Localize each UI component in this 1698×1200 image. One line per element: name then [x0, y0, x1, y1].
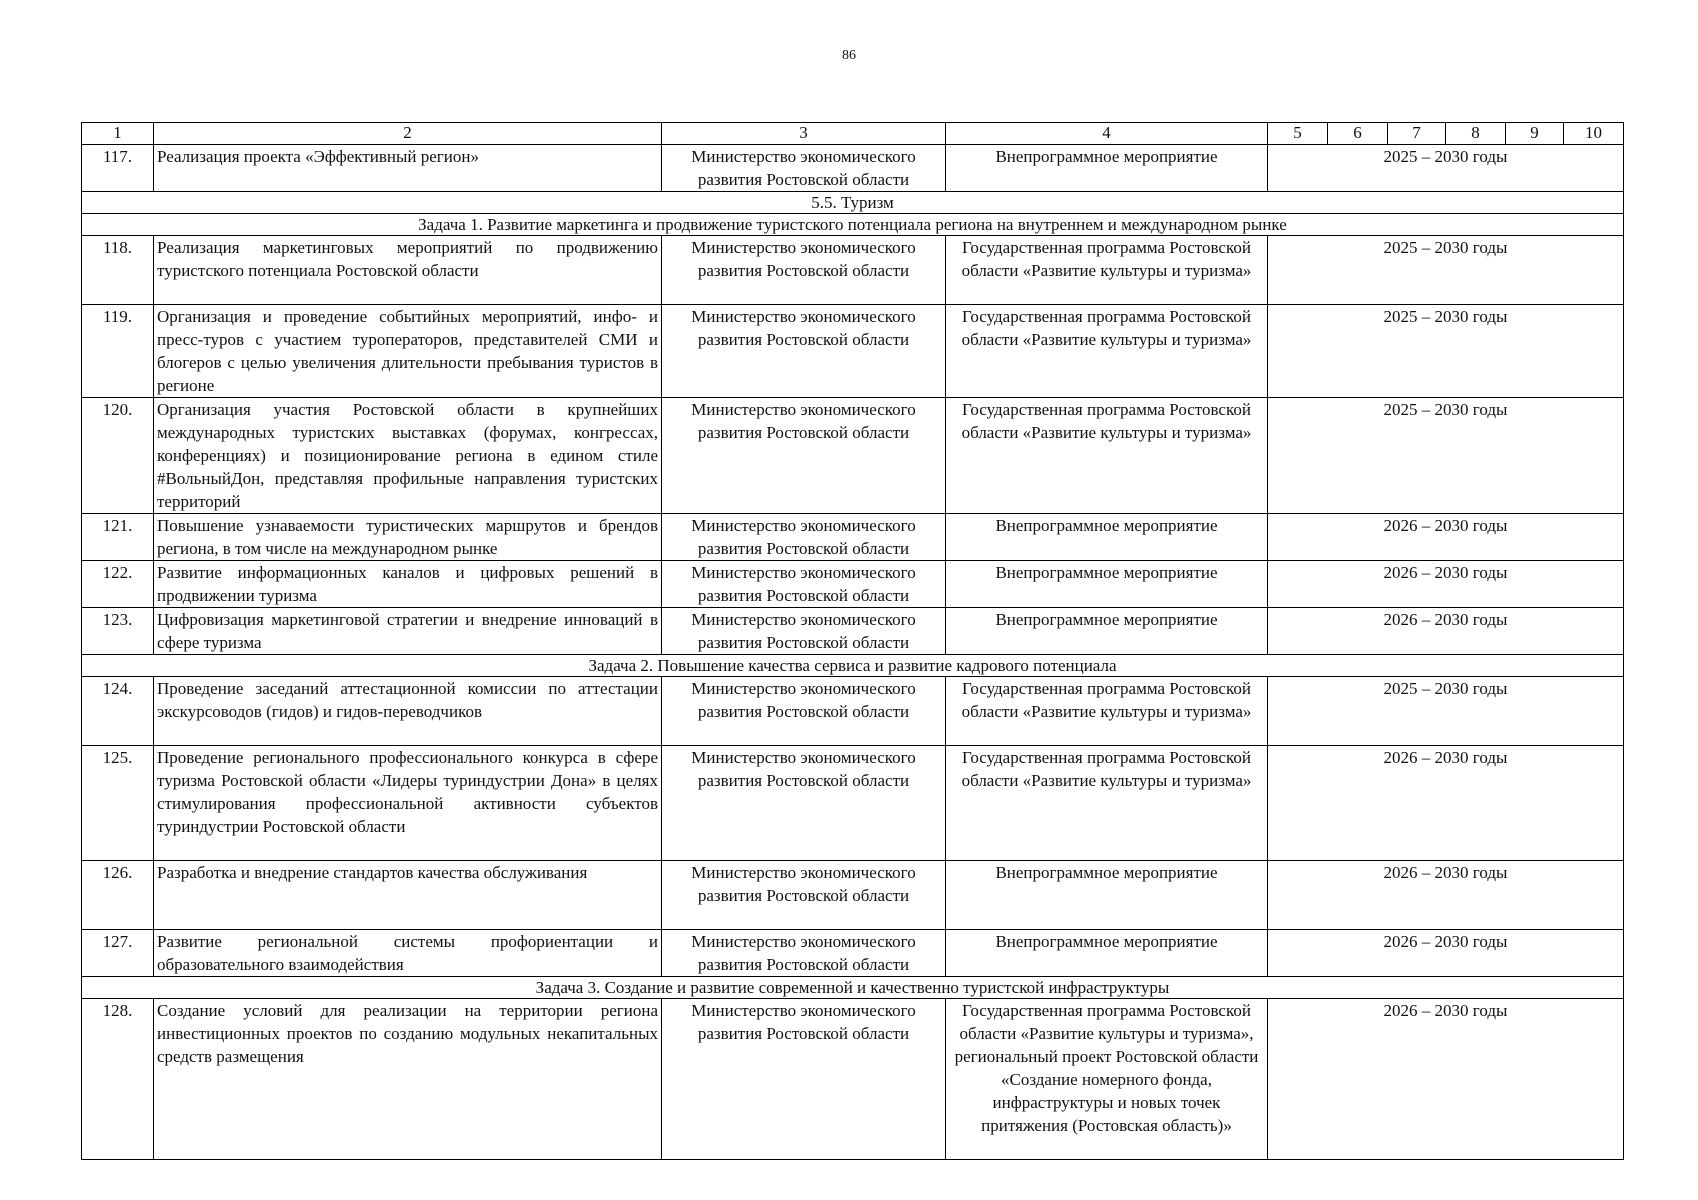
funding-source: Внепрограммное мероприятие	[946, 930, 1268, 977]
row-number: 124.	[82, 677, 154, 746]
header-cell: 6	[1328, 123, 1388, 145]
table-row	[82, 561, 1624, 608]
section-row	[82, 214, 1624, 236]
executor: Министерство экономического развития Ростовской области	[662, 398, 946, 514]
period: 2025 – 2030 годы	[1268, 145, 1624, 192]
table-row	[82, 999, 1624, 1160]
header-cell: 3	[662, 123, 946, 145]
executor: Министерство экономического развития Ростовской области	[662, 608, 946, 655]
funding-source: Государственная программа Ростовской области «Развитие культуры и туризма», региональный проект Ростовской области «Создание номерного фонда, инфраструктуры и новых точек притяжения (Ростовская область)»	[946, 999, 1268, 1160]
table-row	[82, 398, 1624, 514]
funding-source: Внепрограммное мероприятие	[946, 861, 1268, 930]
row-number: 125.	[82, 746, 154, 861]
row-number: 123.	[82, 608, 154, 655]
row-number: 120.	[82, 398, 154, 514]
header-cell: 10	[1564, 123, 1624, 145]
period: 2026 – 2030 годы	[1268, 561, 1624, 608]
section-row	[82, 655, 1624, 677]
funding-source: Внепрограммное мероприятие	[946, 608, 1268, 655]
executor: Министерство экономического развития Ростовской области	[662, 746, 946, 861]
funding-source: Государственная программа Ростовской области «Развитие культуры и туризма»	[946, 236, 1268, 305]
header-cell: 1	[82, 123, 154, 145]
period: 2026 – 2030 годы	[1268, 930, 1624, 977]
period: 2025 – 2030 годы	[1268, 236, 1624, 305]
row-number: 117.	[82, 145, 154, 192]
measure-name: Проведение регионального профессионального конкурса в сфере туризма Ростовской области «Лидеры туриндустрии Дона» в целях стимулирования профессиональной активности субъектов туриндустрии Ростовской области	[154, 746, 662, 861]
funding-source: Государственная программа Ростовской области «Развитие культуры и туризма»	[946, 746, 1268, 861]
funding-source: Государственная программа Ростовской области «Развитие культуры и туризма»	[946, 398, 1268, 514]
table-row	[82, 746, 1624, 861]
measure-name: Проведение заседаний аттестационной комиссии по аттестации экскурсоводов (гидов) и гидов-переводчиков	[154, 677, 662, 746]
period: 2026 – 2030 годы	[1268, 861, 1624, 930]
executor: Министерство экономического развития Ростовской области	[662, 561, 946, 608]
section-title: Задача 3. Создание и развитие современной и качественно туристской инфраструктуры	[82, 977, 1624, 999]
header-cell: 4	[946, 123, 1268, 145]
executor: Министерство экономического развития Ростовской области	[662, 930, 946, 977]
funding-source: Государственная программа Ростовской области «Развитие культуры и туризма»	[946, 305, 1268, 398]
table-row	[82, 145, 1624, 192]
measure-name: Разработка и внедрение стандартов качества обслуживания	[154, 861, 662, 930]
executor: Министерство экономического развития Ростовской области	[662, 236, 946, 305]
table-row	[82, 861, 1624, 930]
section-title: Задача 1. Развитие маркетинга и продвижение туристского потенциала региона на внутреннем и международном рынке	[82, 214, 1624, 236]
executor: Министерство экономического развития Ростовской области	[662, 677, 946, 746]
period: 2026 – 2030 годы	[1268, 608, 1624, 655]
row-number: 127.	[82, 930, 154, 977]
header-cell: 2	[154, 123, 662, 145]
row-number: 119.	[82, 305, 154, 398]
table-row	[82, 930, 1624, 977]
funding-source: Внепрограммное мероприятие	[946, 145, 1268, 192]
funding-source: Государственная программа Ростовской области «Развитие культуры и туризма»	[946, 677, 1268, 746]
table-header-row	[82, 123, 1624, 145]
section-row	[82, 192, 1624, 214]
period: 2025 – 2030 годы	[1268, 398, 1624, 514]
table-row	[82, 305, 1624, 398]
measure-name: Развитие региональной системы профориентации и образовательного взаимодействия	[154, 930, 662, 977]
measure-name: Цифровизация маркетинговой стратегии и внедрение инноваций в сфере туризма	[154, 608, 662, 655]
table-row	[82, 514, 1624, 561]
row-number: 121.	[82, 514, 154, 561]
period: 2026 – 2030 годы	[1268, 746, 1624, 861]
period: 2025 – 2030 годы	[1268, 677, 1624, 746]
header-cell: 5	[1268, 123, 1328, 145]
measure-name: Повышение узнаваемости туристических маршрутов и брендов региона, в том числе на международном рынке	[154, 514, 662, 561]
executor: Министерство экономического развития Ростовской области	[662, 999, 946, 1160]
section-title: 5.5. Туризм	[82, 192, 1624, 214]
measure-name: Организация участия Ростовской области в крупнейших международных туристских выставках (форумах, конгрессах, конференциях) и позиционирование региона в едином стиле #ВольныйДон, представляя профильные направления туристских территорий	[154, 398, 662, 514]
executor: Министерство экономического развития Ростовской области	[662, 861, 946, 930]
header-cell: 7	[1388, 123, 1446, 145]
table-row	[82, 236, 1624, 305]
table-row	[82, 677, 1624, 746]
measure-name: Реализация маркетинговых мероприятий по продвижению туристского потенциала Ростовской области	[154, 236, 662, 305]
row-number: 118.	[82, 236, 154, 305]
period: 2026 – 2030 годы	[1268, 999, 1624, 1160]
header-cell: 9	[1506, 123, 1564, 145]
funding-source: Внепрограммное мероприятие	[946, 561, 1268, 608]
executor: Министерство экономического развития Ростовской области	[662, 305, 946, 398]
table-row	[82, 608, 1624, 655]
section-row	[82, 977, 1624, 999]
funding-source: Внепрограммное мероприятие	[946, 514, 1268, 561]
measures-table	[81, 122, 1624, 1160]
period: 2026 – 2030 годы	[1268, 514, 1624, 561]
row-number: 122.	[82, 561, 154, 608]
measure-name: Организация и проведение событийных мероприятий, инфо- и пресс-туров с участием туроператоров, представителей СМИ и блогеров с целью увеличения длительности пребывания туристов в регионе	[154, 305, 662, 398]
period: 2025 – 2030 годы	[1268, 305, 1624, 398]
section-title: Задача 2. Повышение качества сервиса и развитие кадрового потенциала	[82, 655, 1624, 677]
row-number: 128.	[82, 999, 154, 1160]
page-number: 86	[842, 48, 856, 63]
measure-name: Развитие информационных каналов и цифровых решений в продвижении туризма	[154, 561, 662, 608]
executor: Министерство экономического развития Ростовской области	[662, 514, 946, 561]
header-cell: 8	[1446, 123, 1506, 145]
measure-name: Реализация проекта «Эффективный регион»	[154, 145, 662, 192]
measure-name: Создание условий для реализации на территории региона инвестиционных проектов по созданию модульных некапитальных средств размещения	[154, 999, 662, 1160]
table-body	[82, 123, 1624, 1160]
row-number: 126.	[82, 861, 154, 930]
executor: Министерство экономического развития Ростовской области	[662, 145, 946, 192]
